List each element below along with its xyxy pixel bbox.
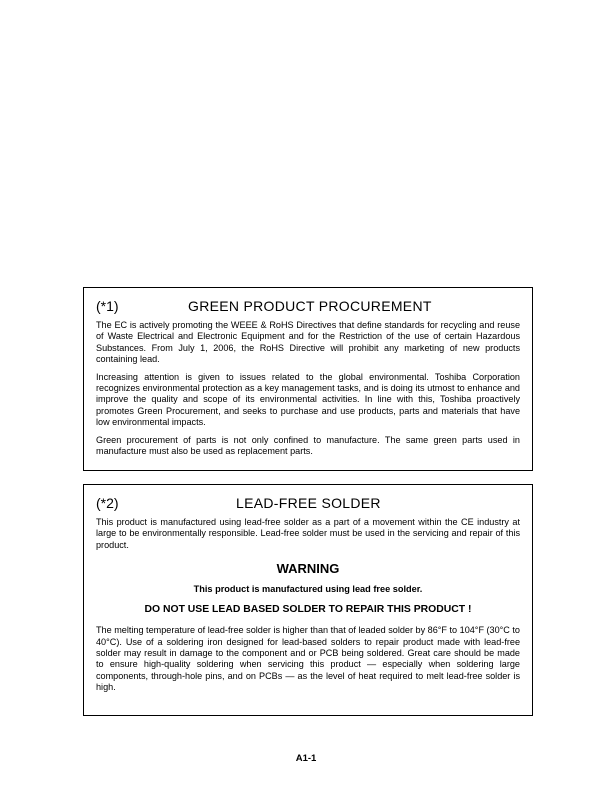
section-header [96, 495, 520, 511]
lead-free-solder-box [83, 484, 533, 716]
paragraph: Increasing attention is given to issues related to the global environmental. Toshiba Corporation recognizes environmental protection as a key management tasks, and is doing its utmost to enhance and improve the quality and scope of its environmental activities. In line with this, Toshiba proactively promotes Green Procurement, and seeks to purchase and use products, parts and materials that have low environmental impacts. [96, 371, 520, 428]
section-title: GREEN PRODUCT PROCUREMENT [188, 298, 432, 314]
intro-paragraph: This product is manufactured using lead-free solder as a part of a movement within the CE industry at large to be environmentally responsible. Lead-free solder must be used in the servicing and repair of this product. [96, 517, 520, 550]
page-number: A1-1 [295, 753, 317, 764]
section-title: LEAD-FREE SOLDER [236, 495, 381, 511]
green-procurement-box [83, 287, 533, 471]
section-header [96, 298, 520, 314]
paragraph: Green procurement of parts is not only confined to manufacture. The same green parts used in manufacture must also be used as replacement parts. [96, 434, 520, 457]
section-number: (*2) [96, 495, 119, 511]
warning-main-text: DO NOT USE LEAD BASED SOLDER TO REPAIR THIS PRODUCT ! [144, 604, 472, 616]
body-paragraph: The melting temperature of lead-free solder is higher than that of leaded solder by 86°F to 104°F (30°C to 40°C). Use of a soldering iron designed for lead-based solders to repair product made with lead-free solder may result in damage to the component and or PCB being soldered. Great care should be made to ensure high-quality soldering when servicing this product — especially when soldering large components, through-hole pins, and on PCBs — as the level of heat required to melt lead-free solder is high. [96, 625, 520, 693]
section-number: (*1) [96, 298, 119, 314]
warning-heading: WARNING [276, 561, 340, 577]
warning-subtitle: This product is manufactured using lead free solder. [193, 584, 423, 595]
paragraph: The EC is actively promoting the WEEE & RoHS Directives that define standards for recycling and reuse of Waste Electrical and Electronic Equipment and for the Restriction of the use of certain Hazardous Substances. From July 1, 2006, the RoHS Directive will prohibit any marketing of new products containing lead. [96, 320, 520, 365]
